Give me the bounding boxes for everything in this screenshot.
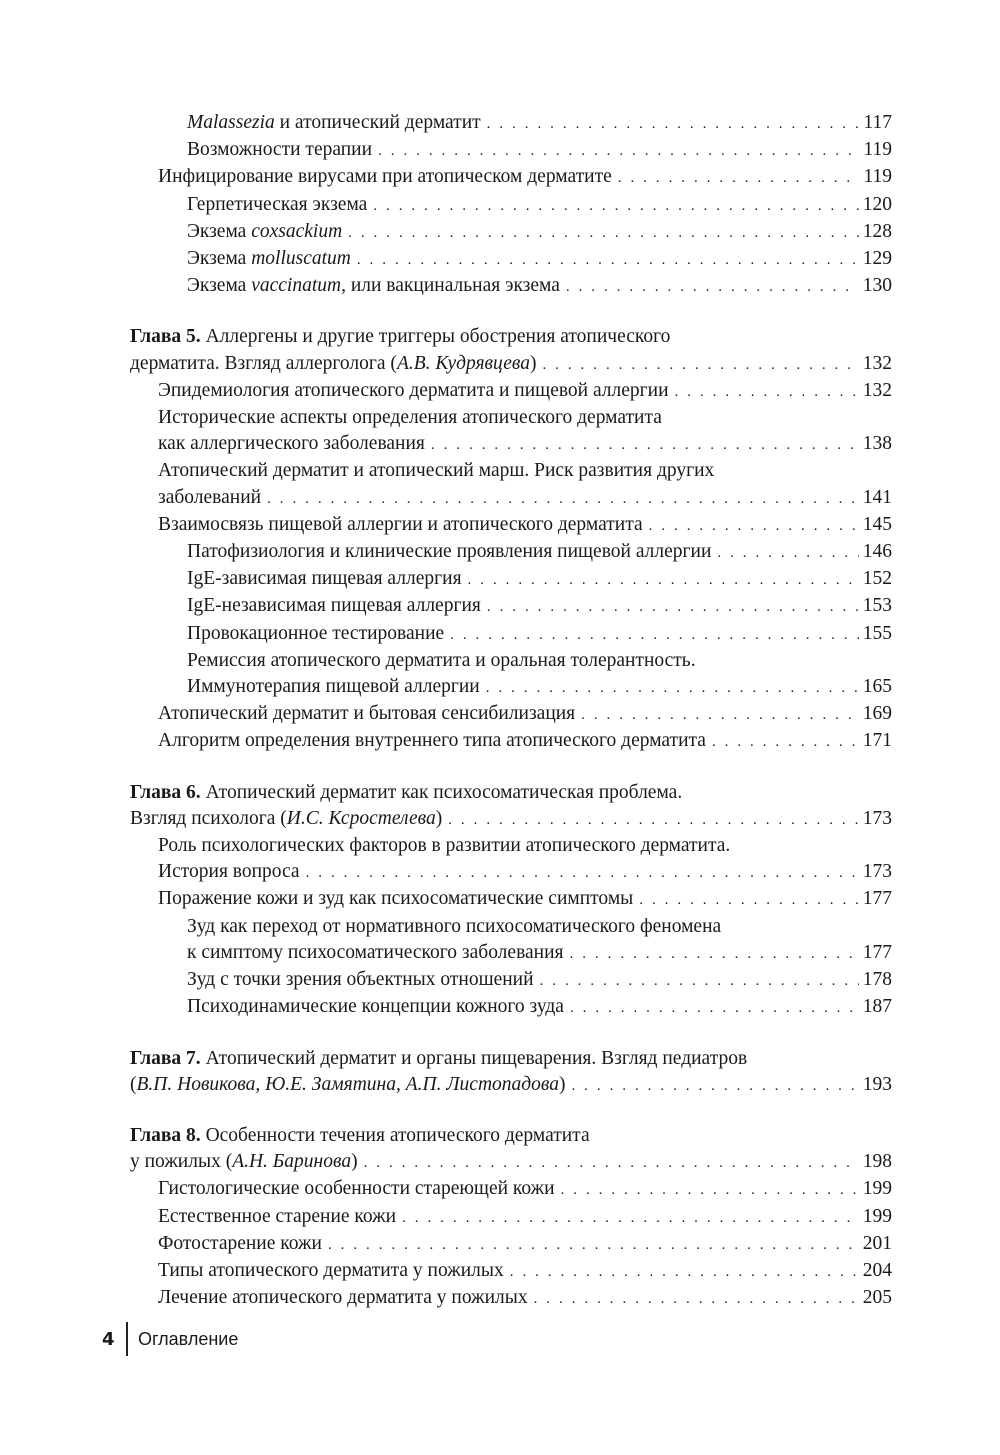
toc-page-number: 187 (862, 996, 892, 1018)
toc-entry-italic: molluscatum (251, 248, 351, 270)
toc-entry-text: Экзема (187, 220, 252, 242)
toc-entry-text: Типы атопического дерматита у пожилых (158, 1259, 504, 1281)
toc-entry-title (187, 940, 564, 966)
toc-entry-text: к симптому психосоматического заболевания (187, 941, 564, 963)
toc-entry-line (130, 728, 892, 755)
toc-entry-title (158, 1176, 555, 1202)
toc-entry-text: , или вакцинальная экзема (341, 275, 560, 297)
chapter-authors: В.П. Новикова, Ю.Е. Замятина, А.П. Листопадова (136, 1073, 559, 1095)
toc-entry-title (187, 192, 367, 218)
toc-page-number: 146 (862, 541, 892, 563)
toc-entry-title (158, 1204, 396, 1230)
toc-chapter (130, 324, 892, 377)
toc-entry (130, 539, 892, 566)
toc-entry (130, 914, 892, 967)
toc-entry-line (130, 431, 892, 458)
dot-leader (570, 995, 859, 1021)
toc-entry-text: как аллергического заболевания (158, 433, 425, 455)
toc-entry-first-line (130, 833, 892, 859)
toc-entry-text: Ремиссия атопического дерматита и оральная толерантность. (187, 649, 696, 671)
toc-entry-line (130, 219, 892, 246)
toc-entry-text: Атопический дерматит и органы пищеварения. Взгляд педиатров (200, 1047, 748, 1069)
toc-entry (130, 378, 892, 405)
dot-leader (540, 968, 859, 994)
toc-entry-italic: vaccinatum (251, 275, 342, 297)
toc-entry-title (187, 593, 481, 619)
toc-entry-line (130, 566, 892, 593)
dot-leader (402, 1205, 859, 1231)
toc-entry-text: IgE-независимая пищевая аллергия (187, 595, 481, 617)
dot-leader (486, 675, 859, 701)
toc-entry-text: Возможности терапии (187, 139, 373, 161)
toc-entry-title (158, 728, 706, 754)
toc-entry-title (130, 351, 536, 377)
dot-leader (570, 941, 859, 967)
dot-leader (487, 111, 860, 137)
toc-entry-text: и атопический дерматит (274, 112, 481, 133)
toc-entry-text: Взгляд психолога ( (130, 807, 287, 829)
toc-entry-title (187, 621, 444, 647)
toc-entry (130, 1231, 892, 1258)
toc-entry-line (130, 674, 892, 701)
toc-entry-line (130, 994, 892, 1021)
toc-entry-text: Атопический дерматит и атопический марш. Риск развития других (158, 460, 715, 482)
toc-entry-line (130, 351, 892, 378)
toc-entry-text: Исторические аспекты определения атопического дерматита (158, 407, 662, 429)
toc-entry-text: Особенности течения атопического дерматита (200, 1124, 590, 1146)
toc-page-number: 177 (862, 941, 892, 963)
toc-entry-title (158, 859, 300, 885)
toc-entry-text: Гистологические особенности стареющей кожи (158, 1178, 555, 1200)
toc-entry-line (130, 1204, 892, 1231)
toc-entry-line (130, 246, 892, 273)
toc-entry-title (187, 566, 462, 592)
toc-entry-text: Естественное старение кожи (158, 1205, 397, 1227)
toc-chapter (130, 1046, 892, 1099)
toc-page-number: 173 (862, 861, 892, 883)
dot-leader (364, 1150, 859, 1176)
toc-entry-line (130, 701, 892, 728)
toc-entry-title (187, 137, 372, 163)
dot-leader (328, 1232, 859, 1258)
footer-divider (126, 1322, 128, 1356)
toc-entry-title (158, 431, 425, 457)
toc-entry (130, 1258, 892, 1285)
chapter-label: Глава 5. (130, 326, 201, 348)
dot-leader (712, 729, 859, 755)
toc-entry-first-line (130, 1123, 892, 1149)
toc-entry-line (130, 110, 892, 137)
toc-entry-italic: Malassezia (187, 112, 275, 133)
running-title: Оглавление (138, 1328, 239, 1349)
toc-entry-line (130, 1231, 892, 1258)
toc-entry-line (130, 967, 892, 994)
toc-page-number: 199 (862, 1205, 892, 1227)
toc-entry-text: ) (435, 807, 443, 829)
toc-entry-title (158, 485, 261, 511)
toc-entry (130, 886, 892, 913)
toc-page-number: 177 (862, 888, 892, 910)
toc-entry (130, 967, 892, 994)
toc-entry-title (130, 1149, 358, 1175)
toc-entry-text: Атопический дерматит как психосоматическая проблема. (200, 781, 683, 803)
toc-entry-title (187, 539, 711, 565)
toc-entry (130, 405, 892, 458)
dot-leader (357, 247, 859, 273)
toc-entry-text: заболеваний (158, 486, 262, 508)
toc-page-number: 165 (862, 676, 892, 698)
toc-page-number: 117 (863, 112, 892, 133)
toc-entry-text: Экзема (187, 248, 252, 270)
toc-entry-text: Аллергены и другие триггеры обострения атопического (200, 326, 671, 348)
toc-entry-title (158, 886, 633, 912)
toc-page-number: 153 (862, 595, 892, 617)
toc-entry-text: Психодинамические концепции кожного зуда (187, 996, 564, 1018)
toc-page-number: 178 (862, 969, 892, 991)
dot-leader (510, 1259, 859, 1285)
toc-page-number: 141 (862, 486, 892, 508)
chapter-authors: А.Н. Баринова (232, 1151, 352, 1173)
toc-entry-text: Фотостарение кожи (158, 1232, 322, 1254)
toc-entry (130, 512, 892, 539)
toc-entry (130, 648, 892, 701)
toc-entry-title (187, 110, 481, 136)
dot-leader (618, 165, 860, 191)
toc-entry-title (130, 806, 442, 832)
dot-leader (431, 432, 859, 458)
toc-entry-text: ( (130, 1073, 137, 1095)
toc-entry-text: IgE-зависимая пищевая аллергия (187, 568, 462, 590)
toc-entry (130, 458, 892, 511)
toc-entry-line (130, 859, 892, 886)
toc-entry-text: Лечение атопического дерматита у пожилых (158, 1287, 528, 1309)
dot-leader (542, 352, 858, 378)
dot-leader (675, 379, 859, 405)
toc-entry (130, 164, 892, 191)
dot-leader (566, 274, 859, 300)
toc-page-number: 173 (862, 807, 892, 829)
chapter-label: Глава 6. (130, 781, 201, 803)
dot-leader (717, 540, 858, 566)
toc-entry-text: Экзема (187, 275, 252, 297)
toc-entry-line (130, 1176, 892, 1203)
toc-entry-text: ) (351, 1151, 358, 1173)
toc-entry (130, 192, 892, 219)
toc-entry (130, 728, 892, 755)
toc-entry-title (130, 1072, 565, 1098)
toc-entry (130, 621, 892, 648)
dot-leader (448, 807, 859, 833)
toc-entry (130, 593, 892, 620)
toc-entry-line (130, 539, 892, 566)
toc-entry-text: у пожилых ( (130, 1151, 233, 1173)
toc-entry (130, 1285, 892, 1312)
toc-entry (130, 110, 892, 137)
toc-entry-text: Эпидемиология атопического дерматита и пищевой аллергии (158, 379, 669, 401)
toc-entry-line (130, 806, 892, 833)
toc-entry (130, 833, 892, 886)
toc-entry-title (187, 246, 351, 272)
toc-entry-text: Взаимосвязь пищевой аллергии и атопического дерматита (158, 513, 643, 535)
dot-leader (561, 1177, 859, 1203)
toc-entry-line (130, 886, 892, 913)
toc-entry-first-line (130, 648, 892, 674)
toc-entry-text: ) (558, 1073, 566, 1095)
toc-entry-title (158, 378, 669, 404)
toc-entry (130, 246, 892, 273)
toc-chapter (130, 1123, 892, 1176)
dot-leader (639, 887, 858, 913)
toc-entry-text: Инфицирование вирусами при атопическом дерматите (158, 166, 612, 188)
chapter-label: Глава 8. (130, 1124, 201, 1146)
toc-page-number: 129 (862, 248, 892, 270)
toc-entry-title (187, 674, 480, 700)
toc-page-number: 204 (862, 1259, 892, 1281)
toc-entry-line (130, 485, 892, 512)
toc-entry-text: Атопический дерматит и бытовая сенсибилизация (158, 703, 576, 725)
toc-entry-line (130, 940, 892, 967)
toc-entry-line (130, 512, 892, 539)
toc-entry-first-line (130, 324, 892, 350)
toc-page-number: 152 (862, 568, 892, 590)
toc-page-number: 171 (862, 730, 892, 752)
dot-leader (373, 193, 858, 219)
toc-entry-title (158, 701, 575, 727)
toc-entry-first-line (130, 458, 892, 484)
toc-page-number: 155 (862, 622, 892, 644)
dot-leader (348, 220, 859, 246)
toc-entry-text: ) (529, 352, 537, 374)
toc-page-number: 130 (862, 275, 892, 297)
toc-page-number: 198 (862, 1151, 892, 1173)
toc-page-number: 193 (862, 1073, 892, 1095)
dot-leader (581, 702, 859, 728)
chapter-authors: А.В. Кудрявцева (396, 352, 530, 374)
toc-entry (130, 701, 892, 728)
toc-entry-title (158, 1285, 528, 1311)
toc-entry-title (158, 164, 612, 190)
toc-entry-title (187, 219, 342, 245)
toc-entry-title (187, 273, 560, 299)
toc-entry (130, 1176, 892, 1203)
toc-entry-text: Роль психологических факторов в развитии атопического дерматита. (158, 835, 731, 857)
table-of-contents (130, 110, 892, 1312)
toc-entry-text: Герпетическая экзема (187, 193, 368, 215)
toc-entry-text: Зуд с точки зрения объектных отношений (187, 969, 534, 991)
toc-entry-line (130, 1285, 892, 1312)
toc-entry-italic: coxsackium (251, 220, 343, 242)
toc-page-number: 119 (863, 166, 892, 188)
toc-page-number: 145 (862, 513, 892, 535)
toc-entry (130, 219, 892, 246)
toc-entry-title (187, 967, 534, 993)
toc-entry (130, 1204, 892, 1231)
dot-leader (450, 622, 859, 648)
toc-page-number: 201 (862, 1232, 892, 1254)
toc-entry-line (130, 593, 892, 620)
toc-page-number: 199 (862, 1178, 892, 1200)
toc-page-number: 120 (862, 193, 892, 215)
toc-page-number: 132 (862, 379, 892, 401)
toc-entry-text: Патофизиология и клинические проявления пищевой аллергии (187, 541, 712, 563)
page-number: 4 (102, 1328, 115, 1350)
toc-page-number: 205 (862, 1287, 892, 1309)
toc-entry (130, 273, 892, 300)
toc-entry-line (130, 1149, 892, 1176)
toc-page-number: 132 (862, 352, 892, 374)
toc-entry-line (130, 273, 892, 300)
dot-leader (378, 138, 859, 164)
dot-leader (487, 594, 859, 620)
toc-entry-first-line (130, 405, 892, 431)
chapter-authors: И.С. Ксростелева (286, 807, 436, 829)
toc-entry (130, 137, 892, 164)
toc-entry-line (130, 1258, 892, 1285)
toc-entry-line (130, 621, 892, 648)
toc-page-number: 128 (862, 220, 892, 242)
toc-entry-first-line (130, 780, 892, 806)
toc-entry-title (158, 1258, 504, 1284)
toc-entry-title (158, 512, 643, 538)
dot-leader (571, 1073, 858, 1099)
toc-entry-line (130, 192, 892, 219)
dot-leader (468, 567, 859, 593)
toc-entry-text: Алгоритм определения внутреннего типа атопического дерматита (158, 730, 706, 752)
toc-entry-text: Провокационное тестирование (187, 622, 445, 644)
dot-leader (534, 1286, 859, 1312)
dot-leader (306, 860, 859, 886)
page-footer (102, 1322, 238, 1356)
toc-entry-text: Иммунотерапия пищевой аллергии (187, 676, 480, 698)
toc-entry-title (187, 994, 564, 1020)
toc-page-number: 119 (863, 139, 892, 161)
toc-entry-text: Зуд как переход от нормативного психосоматического феномена (187, 915, 722, 937)
toc-entry-first-line (130, 914, 892, 940)
toc-entry-text: Поражение кожи и зуд как психосоматические симптомы (158, 888, 634, 910)
chapter-label: Глава 7. (130, 1047, 201, 1069)
toc-entry-line (130, 164, 892, 191)
dot-leader (267, 486, 859, 512)
toc-entry-line (130, 1072, 892, 1099)
toc-entry-line (130, 378, 892, 405)
toc-entry (130, 994, 892, 1021)
toc-entry-line (130, 137, 892, 164)
toc-entry (130, 566, 892, 593)
toc-page-number: 138 (862, 433, 892, 455)
toc-chapter (130, 780, 892, 833)
toc-entry-text: История вопроса (158, 861, 300, 883)
dot-leader (649, 513, 859, 539)
toc-entry-first-line (130, 1046, 892, 1072)
toc-entry-text: дерматита. Взгляд аллерголога ( (130, 352, 397, 374)
toc-page-number: 169 (862, 703, 892, 725)
toc-entry-title (158, 1231, 322, 1257)
